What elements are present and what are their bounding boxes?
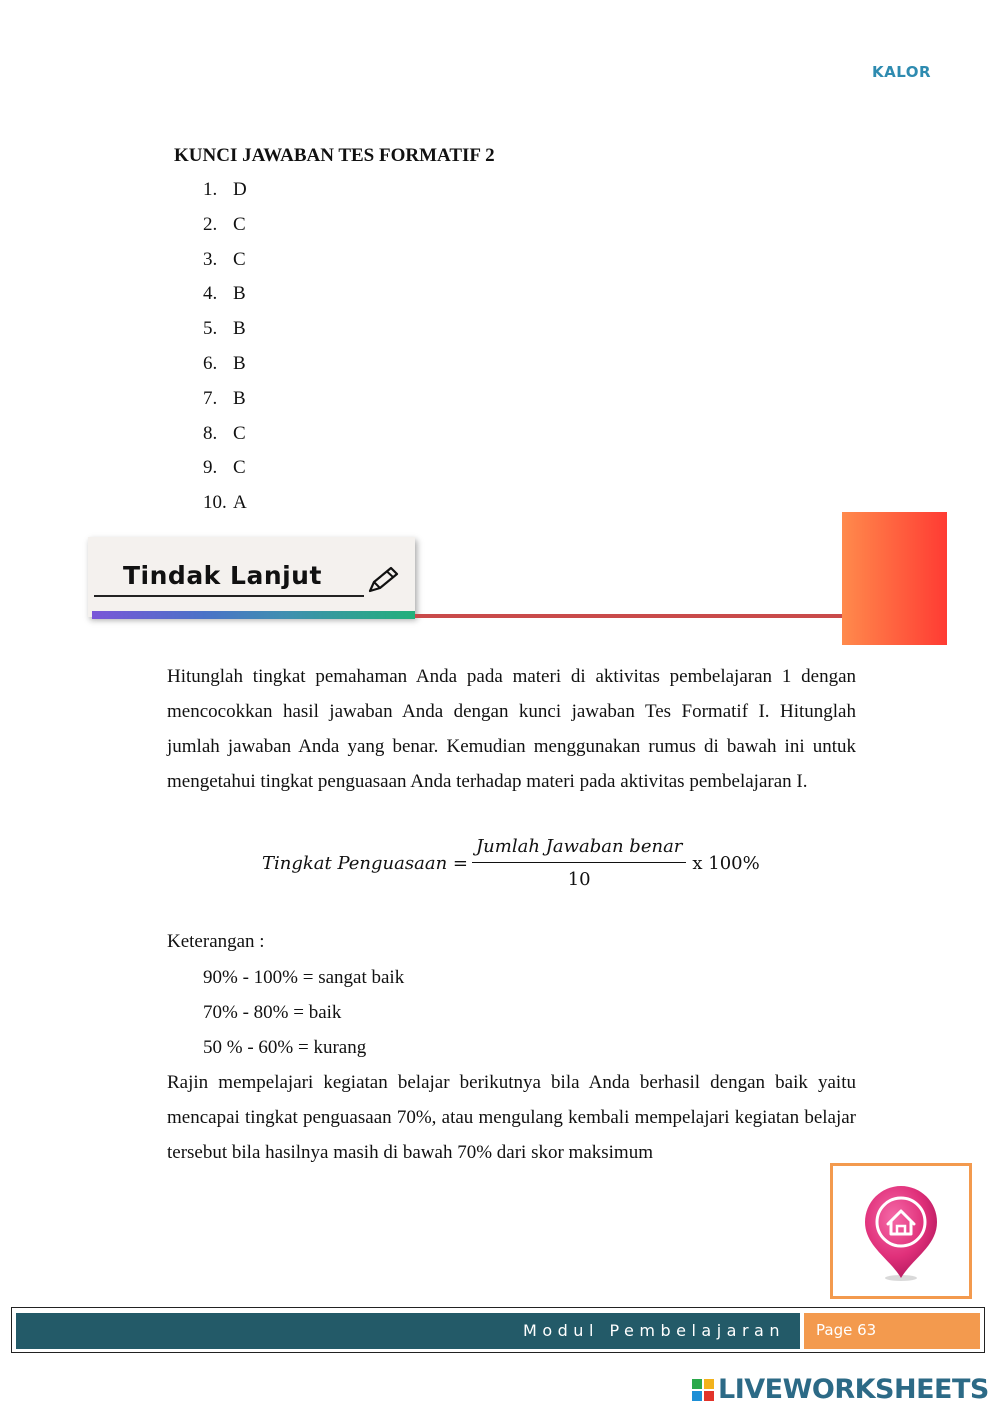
- keterangan-list: [203, 966, 404, 1071]
- answer-number: 5.: [203, 318, 218, 340]
- keterangan-item: 90% - 100% = sangat baik: [203, 967, 405, 988]
- answer-number: 8.: [203, 422, 218, 444]
- section-title: Tindak Lanjut: [123, 561, 322, 590]
- answer-number: 3.: [203, 248, 218, 270]
- answer-item: [203, 213, 247, 248]
- liveworksheets-logo-text: LIVEWORKSHEETS: [718, 1374, 989, 1405]
- answer-number: 6.: [203, 352, 218, 374]
- answer-item: [203, 178, 247, 213]
- section-divider: [415, 614, 843, 618]
- answer-item: [203, 352, 247, 387]
- intro-paragraph: Hitunglah tingkat pemahaman Anda pada materi di aktivitas pembelajaran 1 dengan mencocokkan hasil jawaban Anda dengan kunci jawaban Tes Formatif I. Hitunglah jumlah jawaban Anda yang benar. Kemudian menggunakan rumus di bawah ini untuk mengetahui tingkat penguasaan Anda terhadap materi pada aktivitas pembelajaran I.: [167, 666, 856, 792]
- decorative-orange-block: [842, 512, 947, 645]
- answer-number: 7.: [203, 387, 218, 409]
- home-button[interactable]: [830, 1163, 972, 1299]
- section-banner: [88, 537, 415, 617]
- answer-number: 2.: [203, 213, 218, 235]
- formula-numerator: Jumlah Jawaban benar: [472, 836, 686, 863]
- home-pin-icon: [833, 1166, 969, 1296]
- pencil-icon: [366, 565, 400, 595]
- banner-gradient-strip: [92, 611, 415, 619]
- answer-number: 1.: [203, 179, 218, 200]
- answer-letter: A: [233, 492, 247, 514]
- footer-module-bar: [16, 1313, 800, 1349]
- answer-item: [203, 387, 247, 422]
- answer-item: [203, 491, 247, 526]
- answer-item: [203, 456, 247, 491]
- answer-item: [203, 282, 247, 317]
- liveworksheets-logo-icon: [692, 1379, 714, 1401]
- mastery-formula: [262, 836, 760, 890]
- answer-number: 4.: [203, 283, 218, 305]
- page-number: Page 63: [816, 1321, 877, 1339]
- answer-item: [203, 248, 247, 283]
- banner-underline: [94, 595, 364, 597]
- answer-letter: C: [233, 213, 246, 235]
- formula-fraction: [472, 836, 686, 890]
- answer-letter: C: [233, 248, 246, 270]
- closing-paragraph: Rajin mempelajari kegiatan belajar berikutnya bila Anda berhasil dengan baik yaitu mencapai tingkat penguasaan 70%, atau mengulang kembali mempelajari kegiatan belajar tersebut bila hasilnya masih di bawah 70% dari skor maksimum: [167, 1072, 856, 1163]
- answer-letter: C: [233, 457, 246, 479]
- answer-item: [203, 422, 247, 457]
- formula-multiplier: x 100%: [692, 852, 760, 874]
- answer-letter: B: [233, 283, 246, 305]
- answer-letter: C: [233, 422, 246, 444]
- answer-letter: D: [233, 179, 247, 200]
- keterangan-item: 50 % - 60% = kurang: [203, 1037, 367, 1058]
- answer-list: [203, 178, 247, 526]
- keterangan-item: 70% - 80% = baik: [203, 1002, 342, 1023]
- footer-module-label: Modul Pembelajaran: [523, 1321, 785, 1340]
- chapter-title: KALOR: [872, 63, 932, 81]
- liveworksheets-logo[interactable]: [692, 1374, 989, 1405]
- answer-letter: B: [233, 318, 246, 340]
- keterangan-label: Keterangan :: [167, 931, 265, 952]
- answer-item: [203, 317, 247, 352]
- footer-page-box: [804, 1313, 980, 1349]
- answer-letter: B: [233, 352, 246, 374]
- answer-letter: B: [233, 387, 246, 409]
- answer-number: 10.: [203, 492, 227, 514]
- answer-number: 9.: [203, 457, 218, 479]
- formula-denominator: 10: [567, 869, 591, 890]
- answer-key-heading: KUNCI JAWABAN TES FORMATIF 2: [174, 145, 495, 166]
- formula-lhs: Tingkat Penguasaan =: [262, 852, 468, 874]
